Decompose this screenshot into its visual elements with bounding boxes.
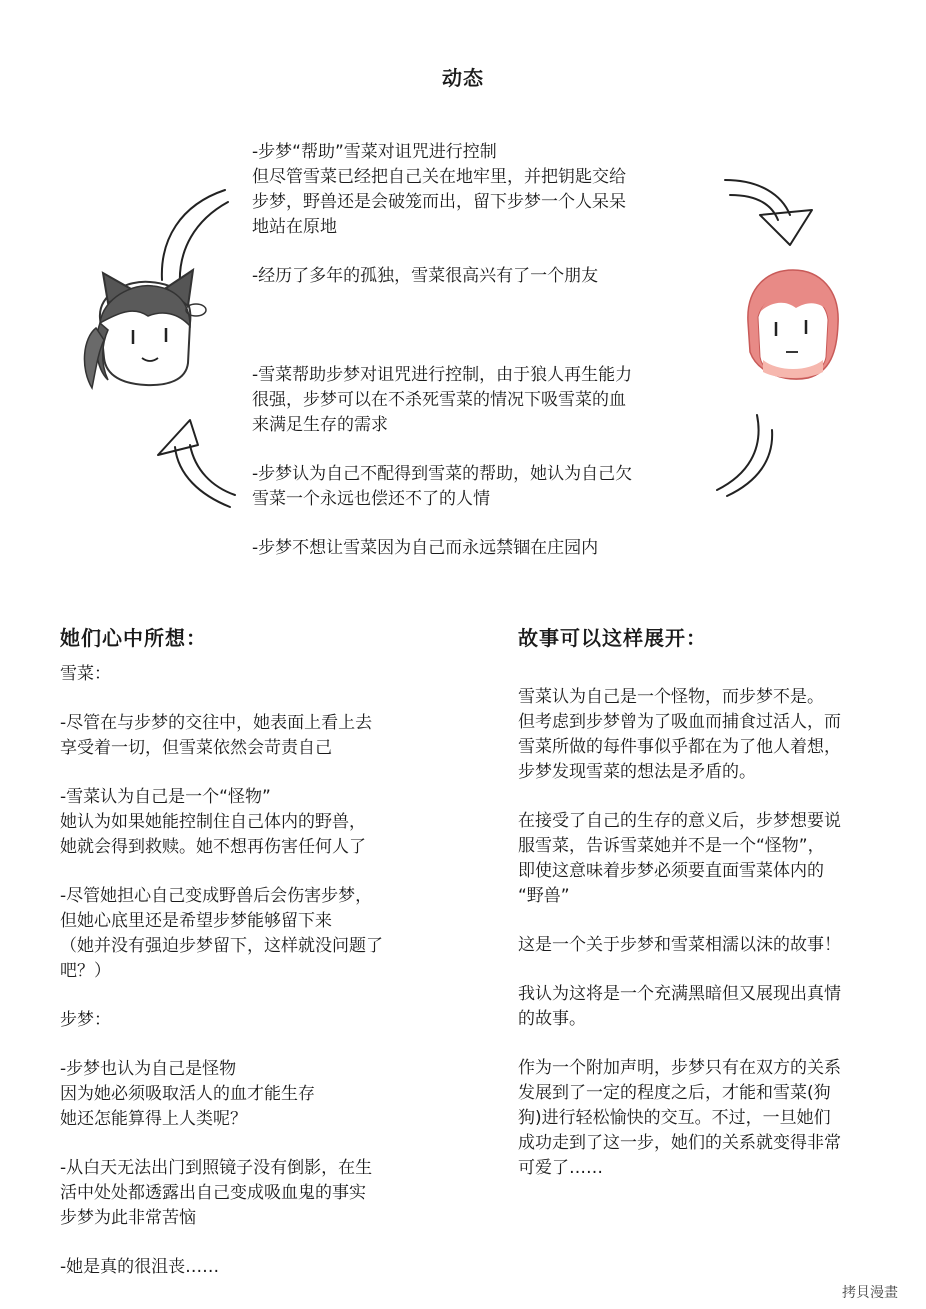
ayumu-item-1 — [60, 1057, 383, 1132]
bottom-notes — [252, 363, 632, 585]
note-line: 来满足生存的需求 — [252, 415, 388, 435]
top-note-1 — [252, 140, 626, 240]
item-line: 她认为如果她能控制住自己体内的野兽， — [60, 812, 366, 832]
note-line: -步梦“帮助”雪菜对诅咒进行控制 — [252, 142, 497, 162]
para-line: 步梦发现雪菜的想法是矛盾的。 — [518, 762, 756, 782]
para-line: 服雪菜，告诉雪菜她并不是一个“怪物”， — [518, 836, 825, 856]
item-line: 因为她必须吸取活人的血才能生存 — [60, 1084, 315, 1104]
note-line: -经历了多年的孤独，雪菜很高兴有了一个朋友 — [252, 266, 599, 286]
bottom-note-1 — [252, 363, 632, 438]
character-left-illustration — [78, 268, 213, 398]
item-line: 但她心底里还是希望步梦能够留下来 — [60, 911, 332, 931]
character-right-illustration — [738, 262, 848, 387]
arrow-bottom-left-icon — [150, 415, 240, 515]
arrow-top-right-icon — [720, 170, 820, 260]
top-note-2 — [252, 264, 626, 289]
item-line: -尽管在与步梦的交往中，她表面上看上去 — [60, 713, 373, 733]
note-line: 雪菜一个永远也偿还不了的人情 — [252, 489, 490, 509]
para-line: 的故事。 — [518, 1009, 586, 1029]
para-line: 即使这意味着步梦必须要直面雪菜体内的 — [518, 861, 824, 881]
setsuna-item-1 — [60, 711, 383, 761]
note-line: -步梦不想让雪菜因为自己而永远禁锢在庄园内 — [252, 538, 599, 558]
item-line: -雪菜认为自己是一个“怪物” — [60, 787, 271, 807]
item-line: -尽管她担心自己变成野兽后会伤害步梦， — [60, 886, 373, 906]
note-line: -雪菜帮助步梦对诅咒进行控制，由于狼人再生能力 — [252, 365, 633, 385]
item-line: 她就会得到救赎。她不想再伤害任何人了 — [60, 837, 366, 857]
right-paragraph-1 — [518, 685, 841, 785]
right-paragraph-4 — [518, 982, 841, 1032]
para-line: 成功走到了这一步，她们的关系就变得非常 — [518, 1133, 841, 1153]
right-paragraph-3 — [518, 933, 841, 958]
para-line: 发展到了一定的程度之后，才能和雪菜(狗 — [518, 1083, 831, 1103]
item-line: -从白天无法出门到照镜子没有倒影，在生 — [60, 1158, 373, 1178]
item-line: 活中处处都透露出自己变成吸血鬼的事实 — [60, 1183, 366, 1203]
item-line: （她并没有强迫步梦留下，这样就没问题了 — [60, 936, 383, 956]
note-line: 地站在原地 — [252, 217, 337, 237]
page-title: 动态 — [442, 66, 484, 90]
bottom-note-2 — [252, 462, 632, 512]
para-line: 雪菜认为自己是一个怪物，而步梦不是。 — [518, 687, 824, 707]
item-line: 她还怎能算得上人类呢？ — [60, 1109, 247, 1129]
watermark: 拷貝漫畫 — [842, 1285, 898, 1301]
item-line: -步梦也认为自己是怪物 — [60, 1059, 237, 1079]
item-line: -她是真的很沮丧…… — [60, 1257, 220, 1277]
setsuna-item-3 — [60, 884, 383, 984]
right-paragraph-5 — [518, 1056, 841, 1181]
note-line: 步梦，野兽还是会破笼而出，留下步梦一个人呆呆 — [252, 192, 626, 212]
right-section-heading: 故事可以这样展开： — [518, 626, 707, 650]
para-line: “野兽” — [518, 886, 570, 906]
left-section-body — [60, 662, 383, 1304]
para-line: 但考虑到步梦曾为了吸血而捕食过活人，而 — [518, 712, 841, 732]
para-line: 这是一个关于步梦和雪菜相濡以沫的故事！ — [518, 935, 841, 955]
ayumu-label: 步梦： — [60, 1010, 111, 1030]
para-line: 作为一个附加声明，步梦只有在双方的关系 — [518, 1058, 841, 1078]
para-line: 可爱了…… — [518, 1158, 603, 1178]
item-line: 步梦为此非常苦恼 — [60, 1208, 196, 1228]
setsuna-item-2 — [60, 785, 383, 860]
para-line: 在接受了自己的生存的意义后，步梦想要说 — [518, 811, 841, 831]
item-line: 享受着一切，但雪菜依然会苛责自己 — [60, 738, 332, 758]
para-line: 雪菜所做的每件事似乎都在为了他人着想， — [518, 737, 841, 757]
right-paragraph-2 — [518, 809, 841, 909]
note-line: 很强，步梦可以在不杀死雪菜的情况下吸雪菜的血 — [252, 390, 626, 410]
arrow-bottom-right-icon — [712, 410, 782, 500]
left-section-heading: 她们心中所想： — [60, 626, 207, 650]
note-line: 但尽管雪菜已经把自己关在地牢里，并把钥匙交给 — [252, 167, 626, 187]
para-line: 狗)进行轻松愉快的交互。不过，一旦她们 — [518, 1108, 831, 1128]
ayumu-item-3 — [60, 1255, 383, 1280]
ayumu-item-2 — [60, 1156, 383, 1231]
bottom-note-3 — [252, 536, 632, 561]
item-line: 吧？） — [60, 961, 111, 981]
top-notes — [252, 140, 626, 313]
note-line: -步梦认为自己不配得到雪菜的帮助，她认为自己欠 — [252, 464, 633, 484]
para-line: 我认为这将是一个充满黑暗但又展现出真情 — [518, 984, 841, 1004]
right-section-body — [518, 685, 841, 1205]
setsuna-label: 雪菜： — [60, 664, 111, 684]
